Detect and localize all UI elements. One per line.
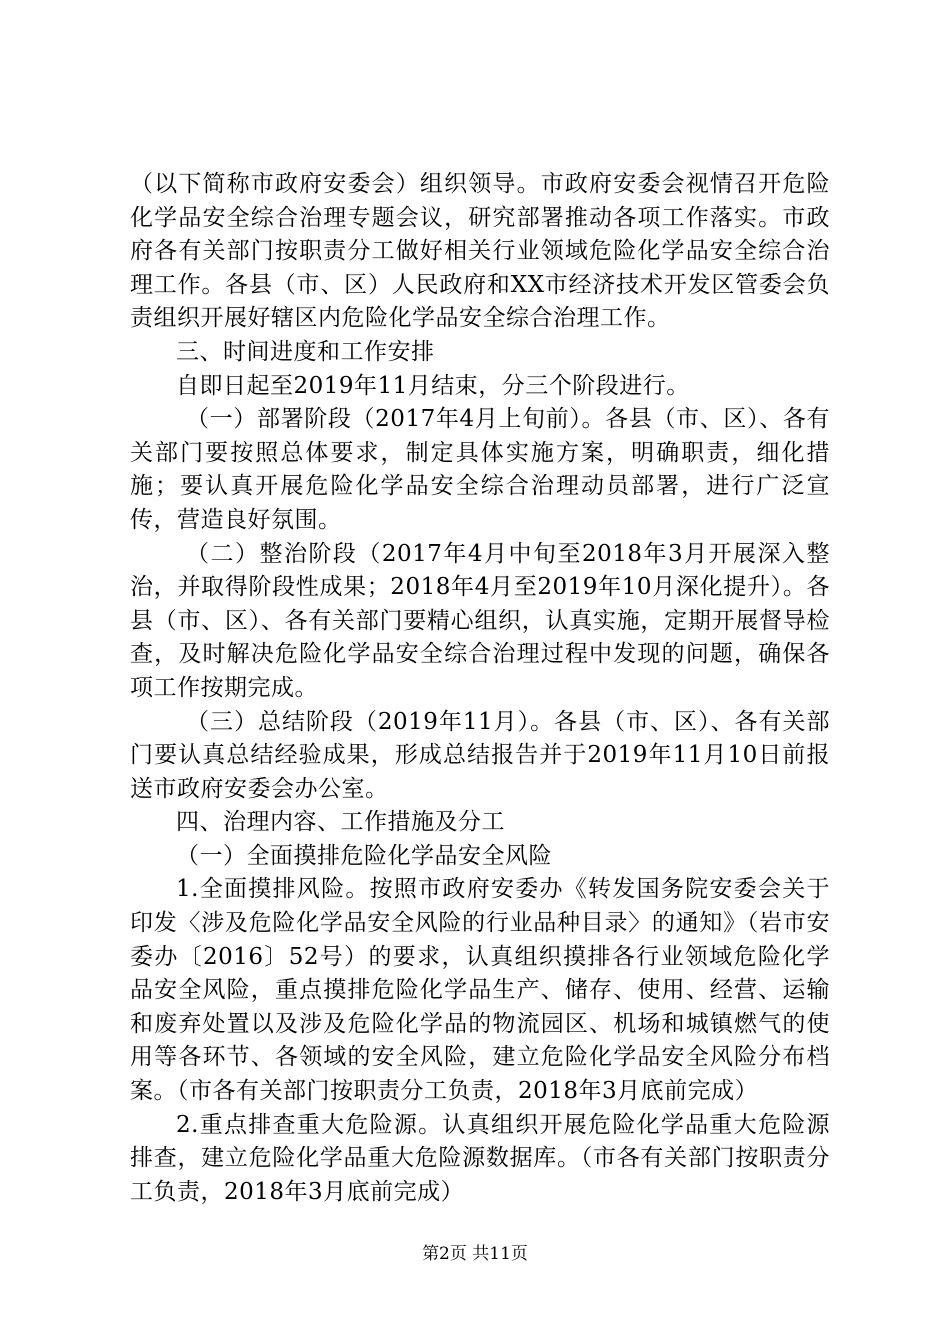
document-body xyxy=(130,168,830,1209)
paragraph-intro-continuation: （以下简称市政府安委会）组织领导。市政府安委会视情召开危险化学品安全综合治理专题会议，研究部署推动各项工作落实。市政府各有关部门按职责分工做好相关行业领域危险化学品安全综合治理工作。各县（市、区）人民政府和XX市经济技术开发区管委会负责组织开展好辖区内危险化学品安全综合治理工作。 xyxy=(130,171,830,332)
heading-section-four: 四、治理内容、工作措施及分工 xyxy=(176,809,505,836)
paragraph-phase-rectification: （二）整治阶段（2017年4月中旬至2018年3月开展深入整治，并取得阶段性成果；2018年4月至2019年10月深化提升）。各县（市、区）、各有关部门要精心组织，认真实施，定期开展督导检查，及时解决危险化学品安全综合治理过程中发现的问题，确保各项工作按期完成。 xyxy=(130,540,830,701)
page-number-footer: 第2页 共11页 xyxy=(422,1244,528,1264)
paragraph-phase-summary: （三）总结阶段（2019年11月）。各县（市、区）、各有关部门要认真总结经验成果，形成总结报告并于2019年11月10日前报送市政府安委会办公室。 xyxy=(130,708,830,802)
paragraph-schedule-overview: 自即日起至2019年11月结束，分三个阶段进行。 xyxy=(176,372,690,399)
subheading-risk-survey: （一）全面摸排危险化学品安全风险 xyxy=(176,842,552,869)
paragraph-item-two: 2.重点排查重大危险源。认真组织开展危险化学品重大危险源排查，建立危险化学品重大危险源数据库。（市各有关部门按职责分工负责，2018年3月底前完成） xyxy=(130,1111,830,1205)
paragraph-item-one: 1.全面摸排风险。按照市政府安委办《转发国务院安委会关于印发〈涉及危险化学品安全风险的行业品种目录〉的通知》（岩市安委办〔2016〕52号）的要求，认真组织摸排各行业领域危险化学品安全风险，重点摸排危险化学品生产、储存、使用、经营、运输和废弃处置以及涉及危险化学品的物流园区、机场和城镇燃气的使用等各环节、各领域的安全风险，建立危险化学品安全风险分布档案。（市各有关部门按职责分工负责，2018年3月底前完成） xyxy=(130,876,830,1105)
paragraph-phase-deployment: （一）部署阶段（2017年4月上旬前）。各县（市、区）、各有关部门要按照总体要求，制定具体实施方案，明确职责，细化措施；要认真开展危险化学品安全综合治理动员部署，进行广泛宣传，营造良好氛围。 xyxy=(130,406,830,533)
heading-section-three: 三、时间进度和工作安排 xyxy=(176,338,435,365)
